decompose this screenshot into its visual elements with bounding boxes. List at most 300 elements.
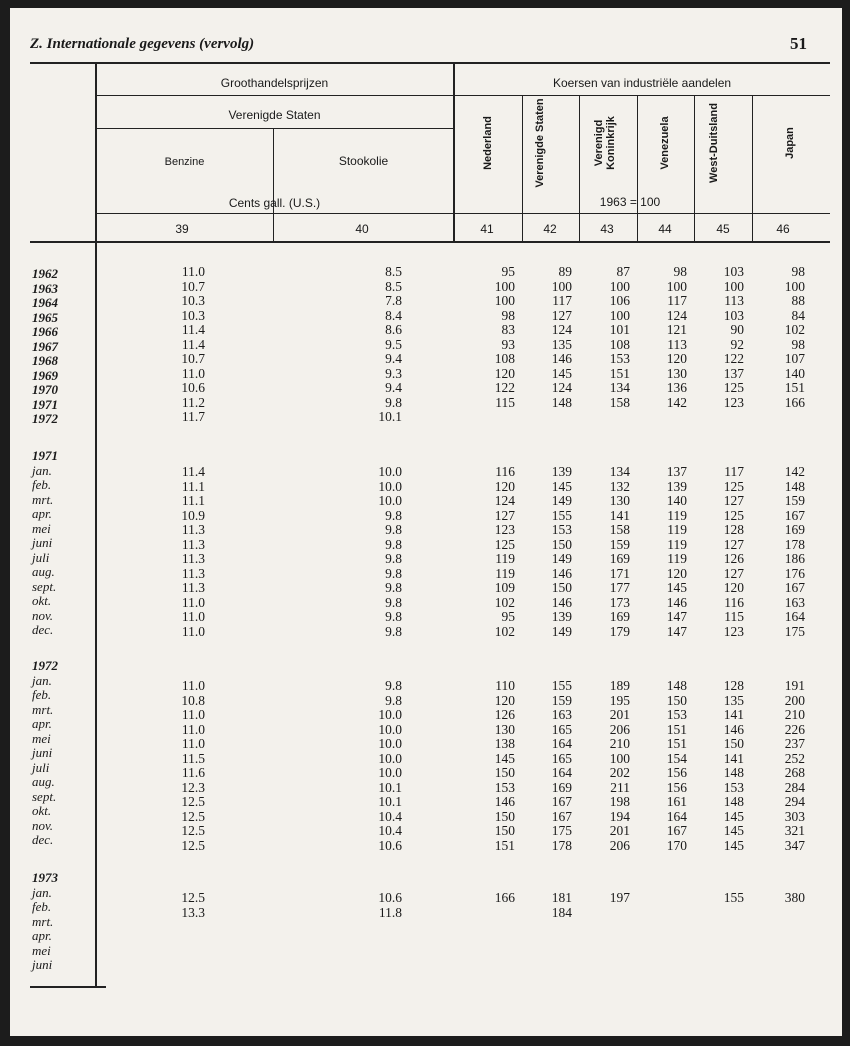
table-cell: 98 [791, 264, 805, 279]
month-label: jan. [32, 462, 52, 478]
table-cell: 135 [723, 692, 744, 708]
table-cell: 11.7 [181, 409, 205, 424]
month-label: juni [32, 957, 53, 972]
table-cell: 145 [723, 837, 744, 853]
table-cell: 11.0 [181, 609, 205, 624]
col-japan-heading: Japan [784, 127, 796, 159]
table-cell: 226 [784, 721, 805, 737]
table-cell: 127 [551, 307, 572, 323]
table-cell: 138 [494, 736, 515, 751]
table-cell: 100 [723, 278, 744, 294]
share-divider-2 [579, 95, 580, 242]
col-verenigd-koninkrijk-heading: Verenigd Koninkrijk [593, 116, 617, 170]
group-left-heading: Groothandelsprijzen [220, 76, 329, 90]
table-cell: 113 [667, 336, 687, 352]
month-label: feb. [32, 687, 52, 702]
year-label: 1968 [32, 353, 58, 368]
table-cell: 116 [724, 594, 744, 610]
table-cell: 153 [551, 522, 572, 537]
table-cell: 149 [551, 551, 572, 566]
table-cell: 10.7 [181, 351, 205, 366]
table-cell: 10.0 [378, 750, 402, 766]
col-nederland-heading: Nederland [482, 116, 494, 170]
table-cell: 11.1 [181, 478, 205, 494]
table-cell: 156 [666, 779, 687, 795]
table-cell: 120 [494, 692, 515, 708]
page-number: 51 [790, 34, 807, 53]
table-cell: 200 [784, 692, 805, 708]
table-cell: 119 [667, 536, 687, 552]
table-cell: 201 [609, 823, 630, 838]
table-cell: 10.4 [378, 823, 402, 838]
month-label: juli [32, 549, 50, 565]
table-cell: 107 [784, 351, 805, 366]
table-cell: 294 [784, 794, 805, 809]
table-cell: 175 [784, 623, 805, 639]
fuel-divider [273, 128, 274, 242]
table-cell: 10.4 [378, 808, 402, 824]
table-cell: 141 [723, 707, 744, 722]
table-cell: 120 [723, 580, 744, 595]
table-cell: 9.3 [385, 365, 402, 381]
table-cell: 150 [666, 692, 687, 708]
col-verenigde-staten-heading: Verenigde Staten [534, 98, 546, 188]
col-number: 43 [600, 222, 614, 236]
table-cell: 167 [784, 507, 805, 523]
table-cell: 88 [791, 293, 805, 308]
table-cell: 8.5 [385, 264, 402, 279]
table-cell: 12.5 [181, 794, 205, 809]
table-cell: 119 [495, 551, 515, 566]
table-cell: 8.4 [385, 307, 402, 323]
table-cell: 175 [551, 823, 572, 838]
table-cell: 11.6 [181, 765, 205, 780]
table-cell: 7.8 [385, 293, 402, 308]
table-cell: 10.3 [181, 307, 205, 323]
table-cell: 142 [666, 394, 687, 410]
table-cell: 150 [494, 808, 515, 824]
table-cell: 101 [609, 322, 630, 337]
table-cell: 9.8 [385, 565, 402, 581]
col-number: 45 [716, 222, 730, 236]
share-divider-1 [522, 95, 523, 242]
table-cell: 146 [551, 351, 572, 366]
table-cell: 135 [551, 336, 572, 352]
table-cell: 169 [609, 609, 630, 624]
table-cell: 10.6 [378, 890, 402, 905]
table-cell: 145 [551, 478, 572, 494]
table-cell: 10.0 [378, 721, 402, 737]
table-cell: 164 [666, 808, 687, 824]
col-number: 40 [355, 222, 369, 236]
table-cell: 100 [551, 278, 572, 294]
table-cell: 100 [494, 278, 515, 294]
col-number: 39 [175, 222, 189, 236]
table-cell: 120 [666, 351, 687, 366]
table-cell: 100 [666, 278, 687, 294]
table-cell: 115 [495, 394, 515, 410]
table-cell: 127 [723, 493, 744, 508]
table-cell: 95 [501, 609, 515, 624]
table-cell: 125 [723, 478, 744, 494]
month-label: feb. [32, 477, 52, 492]
table-cell: 11.8 [378, 904, 402, 920]
month-label: mrt. [32, 701, 54, 717]
table-cell: 142 [784, 464, 805, 479]
month-label: jan. [32, 884, 52, 900]
unit-left: Cents gall. (U.S.) [228, 196, 321, 210]
table-cell: 9.4 [385, 351, 402, 366]
table-cell: 148 [666, 678, 687, 693]
table-cell: 164 [551, 765, 572, 780]
table-cell: 163 [551, 707, 572, 722]
table-cell: 93 [501, 336, 515, 352]
table-cell: 161 [666, 794, 687, 809]
table-cell: 100 [784, 278, 805, 294]
table-cell: 148 [723, 794, 744, 809]
table-cell: 8.6 [385, 322, 402, 337]
table-cell: 113 [724, 293, 744, 308]
table-cell: 176 [784, 565, 805, 581]
table-cell: 153 [609, 351, 630, 366]
table-cell: 120 [494, 478, 515, 494]
table-cell: 102 [494, 594, 515, 610]
table-cell: 210 [609, 736, 630, 751]
table-cell: 117 [552, 293, 572, 308]
table-cell: 12.5 [181, 890, 205, 905]
table-cell: 125 [723, 380, 744, 395]
table-cell: 100 [609, 750, 630, 766]
table-cell: 171 [609, 565, 630, 581]
table-cell: 206 [609, 721, 630, 737]
table-cell: 126 [494, 707, 515, 722]
table-cell: 9.8 [385, 594, 402, 610]
table-cell: 147 [666, 609, 687, 624]
table-cell: 98 [791, 336, 805, 352]
month-label: mei [32, 520, 51, 536]
table-cell: 125 [723, 507, 744, 523]
share-divider-4 [694, 95, 695, 242]
table-cell: 10.6 [181, 380, 205, 395]
table-cell: 154 [666, 750, 687, 766]
table-cell: 158 [609, 394, 630, 410]
table-cell: 125 [494, 536, 515, 552]
table-cell: 11.3 [181, 551, 205, 566]
col-stookolie-heading: Stookolie [338, 154, 389, 168]
year-label: 1965 [32, 309, 58, 325]
table-cell: 284 [784, 779, 805, 795]
table-cell: 149 [551, 493, 572, 508]
table-cell: 189 [609, 678, 630, 693]
table-cell: 159 [551, 692, 572, 708]
table-cell: 252 [784, 750, 805, 766]
table-cell: 169 [551, 779, 572, 795]
page-title: Z. Internationale gegevens (vervolg) [30, 36, 255, 52]
col-number: 44 [658, 222, 672, 236]
table-cell: 130 [609, 493, 630, 508]
table-cell: 127 [494, 507, 515, 523]
table-cell: 153 [494, 779, 515, 795]
table-cell: 124 [551, 322, 572, 337]
table-cell: 10.8 [181, 692, 205, 708]
colnum-rule [30, 241, 830, 243]
col-west-duitsland-heading: West-Duitsland [708, 103, 720, 183]
table-cell: 10.0 [378, 478, 402, 494]
table-cell: 89 [558, 264, 572, 279]
table-cell: 179 [609, 623, 630, 639]
table-cell: 11.4 [181, 336, 205, 352]
table-cell: 137 [666, 464, 687, 479]
year-label: 1971 [32, 448, 58, 463]
table-cell: 149 [551, 623, 572, 639]
table-cell: 11.3 [181, 536, 205, 552]
table-cell: 122 [494, 380, 515, 395]
group-right-heading: Koersen van industriële aandelen [552, 76, 732, 90]
table-cell: 11.3 [181, 522, 205, 537]
table-cell: 11.4 [181, 322, 205, 337]
table-cell: 198 [609, 794, 630, 809]
table-cell: 127 [723, 536, 744, 552]
table-cell: 116 [495, 464, 515, 479]
table-cell: 134 [609, 464, 630, 479]
table-cell: 9.8 [385, 507, 402, 523]
subgroup-heading: Verenigde Staten [228, 108, 321, 122]
table-cell: 184 [551, 904, 572, 920]
table-cell: 140 [784, 365, 805, 381]
table-cell: 146 [551, 565, 572, 581]
table-cell: 102 [494, 623, 515, 639]
table-cell: 191 [784, 678, 805, 693]
year-label: 1962 [32, 266, 58, 281]
table-cell: 167 [551, 794, 572, 809]
month-label: apr. [32, 716, 52, 731]
table-cell: 134 [609, 380, 630, 395]
table-cell: 178 [551, 837, 572, 853]
table-cell: 10.0 [378, 493, 402, 508]
table-cell: 148 [551, 394, 572, 410]
table-cell: 11.3 [181, 580, 205, 595]
table-cell: 164 [551, 736, 572, 751]
table-cell: 347 [784, 837, 805, 853]
table-cell: 10.7 [181, 278, 205, 294]
table-cell: 146 [551, 594, 572, 610]
table-cell: 148 [784, 478, 805, 494]
table-cell: 130 [666, 365, 687, 381]
table-cell: 197 [609, 890, 630, 905]
table-cell: 151 [609, 365, 630, 381]
year-label: 1970 [32, 382, 58, 397]
table-cell: 145 [551, 365, 572, 381]
col-number: 41 [480, 222, 494, 236]
table-cell: 268 [784, 765, 805, 780]
table-cell: 117 [667, 293, 687, 308]
table-cell: 9.8 [385, 394, 402, 410]
table-cell: 139 [551, 609, 572, 624]
table-cell: 108 [609, 336, 630, 352]
table-cell: 178 [784, 536, 805, 552]
table-cell: 163 [784, 594, 805, 610]
table-cell: 145 [723, 823, 744, 838]
table-cell: 117 [724, 464, 744, 479]
table-cell: 177 [609, 580, 630, 595]
table-cell: 98 [501, 307, 515, 323]
table-cell: 123 [723, 394, 744, 410]
table-cell: 169 [609, 551, 630, 566]
table-cell: 202 [609, 765, 630, 780]
table-cell: 10.1 [378, 409, 402, 424]
table-cell: 148 [723, 765, 744, 780]
table-cell: 10.1 [378, 794, 402, 809]
table-cell: 11.5 [181, 750, 205, 766]
table-cell: 120 [494, 365, 515, 381]
subgroup-rule [95, 128, 453, 129]
table-cell: 127 [723, 565, 744, 581]
table-cell: 12.3 [181, 779, 205, 795]
table-cell: 140 [666, 493, 687, 508]
table-cell: 380 [784, 890, 805, 905]
table-cell: 109 [494, 580, 515, 595]
table-cell: 173 [609, 594, 630, 610]
month-label: dec. [32, 832, 54, 847]
table-cell: 126 [723, 551, 744, 566]
table-cell: 11.1 [181, 493, 205, 508]
table-cell: 128 [723, 678, 744, 693]
table-cell: 136 [666, 380, 687, 395]
month-label: juni [32, 745, 53, 760]
table-cell: 150 [723, 736, 744, 751]
year-label: 1966 [32, 324, 58, 339]
table-cell: 206 [609, 837, 630, 853]
header-rule [30, 62, 830, 64]
table-cell: 166 [784, 394, 805, 410]
year-label: 1967 [32, 338, 58, 354]
table-cell: 119 [667, 551, 687, 566]
table-cell: 103 [723, 264, 744, 279]
table-cell: 10.0 [378, 464, 402, 479]
table-cell: 119 [667, 522, 687, 537]
month-label: jan. [32, 672, 52, 688]
table-cell: 159 [609, 536, 630, 552]
table-cell: 9.8 [385, 623, 402, 639]
table-cell: 146 [666, 594, 687, 610]
unit-rule [95, 213, 830, 214]
month-label: sept. [32, 578, 57, 594]
table-cell: 9.8 [385, 678, 402, 693]
table-cell: 11.0 [181, 736, 205, 751]
table-cell: 130 [494, 721, 515, 737]
month-label: aug. [32, 774, 55, 789]
table-cell: 159 [784, 493, 805, 508]
table-cell: 11.0 [181, 678, 205, 693]
col-number: 42 [543, 222, 557, 236]
table-cell: 167 [784, 580, 805, 595]
month-label: sept. [32, 788, 57, 804]
table-cell: 13.3 [181, 904, 205, 920]
month-label: mei [32, 730, 51, 746]
table-cell: 150 [494, 823, 515, 838]
table-cell: 124 [494, 493, 515, 508]
table-cell: 10.6 [378, 837, 402, 853]
table-cell: 139 [551, 464, 572, 479]
table-cell: 90 [730, 322, 744, 337]
table-cell: 110 [495, 678, 515, 693]
year-label: 1972 [32, 658, 58, 673]
table-cell: 103 [723, 307, 744, 323]
table-cell: 10.0 [378, 765, 402, 780]
month-label: feb. [32, 899, 52, 914]
year-label: 1964 [32, 295, 58, 310]
unit-right: 1963 = 100 [599, 195, 661, 209]
table-cell: 10.0 [378, 707, 402, 722]
table-cell: 237 [784, 736, 805, 751]
table-cell: 151 [494, 837, 515, 853]
month-label: okt. [32, 593, 52, 608]
col-venezuela-heading: Venezuela [659, 116, 671, 170]
table-cell: 11.3 [181, 565, 205, 581]
table-cell: 119 [495, 565, 515, 581]
col-benzine-heading: Benzine [164, 156, 205, 168]
month-label: nov. [32, 817, 54, 833]
table-cell: 100 [609, 307, 630, 323]
month-label: mrt. [32, 913, 54, 929]
year-label: 1969 [32, 367, 58, 383]
table-cell: 8.5 [385, 278, 402, 294]
table-cell: 194 [609, 808, 630, 824]
table-cell: 147 [666, 623, 687, 639]
table-cell: 155 [551, 507, 572, 523]
table-cell: 210 [784, 707, 805, 722]
table-cell: 10.0 [378, 736, 402, 751]
year-label: 1972 [32, 411, 58, 426]
table-cell: 11.2 [181, 394, 205, 410]
bottom-rule [30, 986, 106, 988]
table-cell: 9.5 [385, 336, 402, 352]
month-label: juli [32, 759, 50, 775]
table-cell: 12.5 [181, 808, 205, 824]
table-cell: 121 [666, 322, 687, 337]
table-cell: 11.0 [181, 721, 205, 737]
table-cell: 151 [666, 736, 687, 751]
table-cell: 165 [551, 721, 572, 737]
table-cell: 11.0 [181, 264, 205, 279]
table-cell: 141 [609, 507, 630, 523]
table-cell: 139 [666, 478, 687, 494]
table-cell: 137 [723, 365, 744, 381]
table-cell: 146 [723, 721, 744, 737]
month-label: aug. [32, 564, 55, 579]
table-cell: 12.5 [181, 837, 205, 853]
table-cell: 181 [551, 890, 572, 905]
table-cell: 92 [730, 336, 744, 352]
table-cell: 122 [723, 351, 744, 366]
table-cell: 98 [673, 264, 687, 279]
table-cell: 155 [723, 890, 744, 905]
table-cell: 124 [551, 380, 572, 395]
table-cell: 12.5 [181, 823, 205, 838]
document-page [10, 8, 842, 1036]
table-cell: 9.8 [385, 536, 402, 552]
table-cell: 11.0 [181, 623, 205, 639]
month-label: dec. [32, 622, 54, 637]
table-cell: 9.8 [385, 580, 402, 595]
table-cell: 9.8 [385, 522, 402, 537]
table-cell: 11.0 [181, 594, 205, 610]
month-label: mei [32, 942, 51, 958]
table-cell: 150 [551, 580, 572, 595]
table-cell: 102 [784, 322, 805, 337]
table-cell: 115 [724, 609, 744, 624]
table-cell: 141 [723, 750, 744, 766]
